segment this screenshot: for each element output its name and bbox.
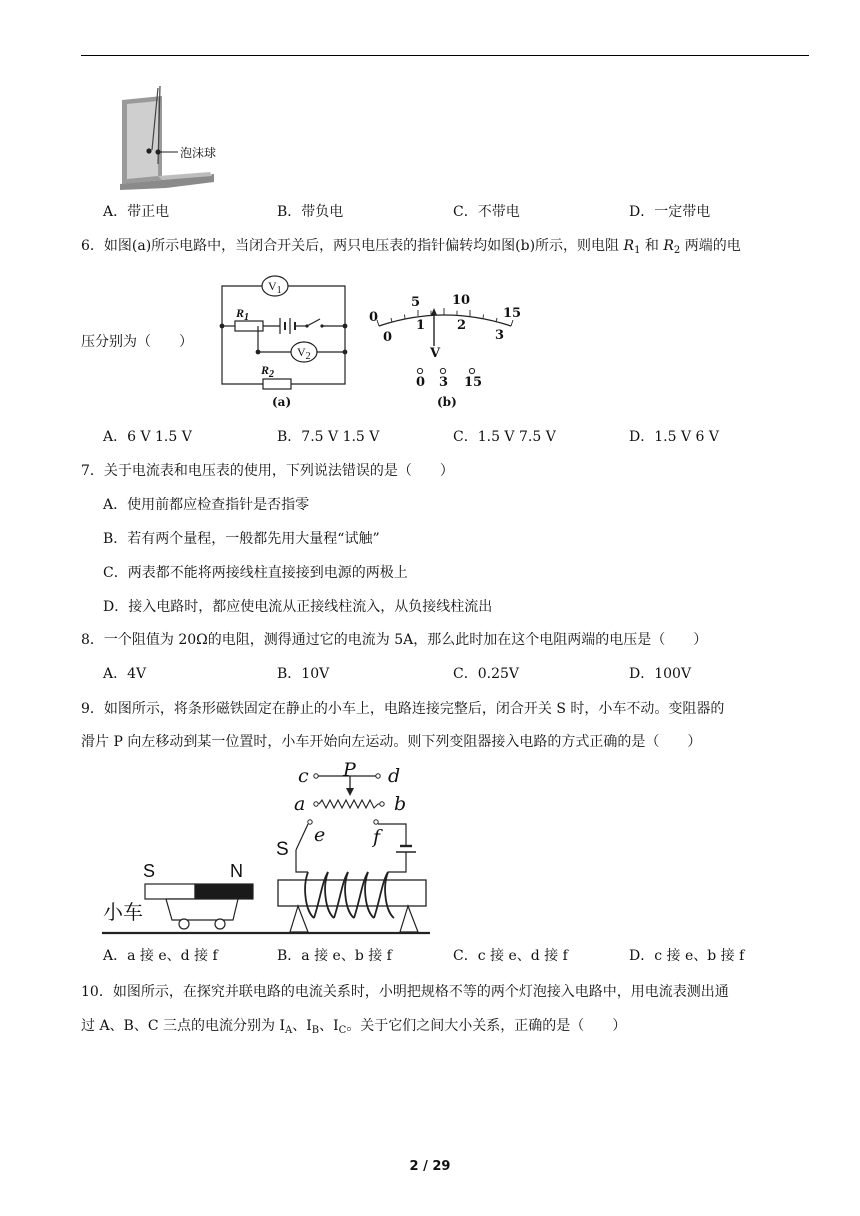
q6-dial-top-15: 15 bbox=[503, 306, 522, 321]
q9-fig-switch-s: S bbox=[276, 839, 289, 860]
q10-text-a: 过 A、B、C 三点的电流分别为 I bbox=[81, 1018, 285, 1034]
q8-option-a[interactable]: A．4V bbox=[103, 666, 147, 682]
q7-option-b[interactable]: B．若有两个量程，一般都先用大量程“试触” bbox=[103, 531, 380, 547]
q9-option-c[interactable]: C．c 接 e、d 接 f bbox=[453, 948, 568, 964]
q10-sub-b: B bbox=[311, 1025, 320, 1036]
q6-fig-a-v2-sub: 2 bbox=[305, 351, 311, 362]
q5-option-c[interactable]: C．不带电 bbox=[453, 204, 520, 220]
q10-sep2: 、I bbox=[319, 1018, 339, 1034]
q8-option-d[interactable]: D．100V bbox=[629, 666, 692, 682]
q9-stem-line1: 9．如图所示，将条形磁铁固定在静止的小车上，电路连接完整后，闭合开关 S 时，小车不动。变阻器的 bbox=[81, 701, 725, 717]
q9-magnet-n-pole: N bbox=[230, 861, 243, 881]
q6-dial-bottom-2: 2 bbox=[457, 318, 467, 333]
q9-option-d[interactable]: D．c 接 e、b 接 f bbox=[629, 948, 745, 964]
q6-option-b[interactable]: B．7.5 V 1.5 V bbox=[277, 429, 380, 445]
q6-fig-a-r2-label bbox=[261, 360, 274, 385]
q7-option-a[interactable]: A．使用前都应检查指针是否指零 bbox=[103, 497, 310, 513]
q6-fig-a-v1-sub: 1 bbox=[276, 285, 282, 296]
q7-stem: 7．关于电流表和电压表的使用，下列说法错误的是（ ） bbox=[81, 463, 454, 479]
q6-dial-bottom-0: 0 bbox=[383, 330, 393, 345]
q5-option-b[interactable]: B．带负电 bbox=[277, 204, 344, 220]
q10-text-b: 。关于它们之间大小关系，正确的是（ ） bbox=[346, 1018, 627, 1034]
q6-terminal-15: 15 bbox=[464, 375, 483, 390]
q8-stem: 8．一个阻值为 20Ω的电阻，测得通过它的电流为 5A，那么此时加在这个电阻两端的电压是（ ） bbox=[81, 632, 708, 648]
laptop-foam-ball-figure bbox=[118, 84, 218, 190]
q8-option-b[interactable]: B．10V bbox=[277, 666, 330, 682]
q6-fig-a-v1: V bbox=[268, 279, 277, 293]
q5-option-a[interactable]: A．带正电 bbox=[103, 204, 170, 220]
q6-dial-unit: V bbox=[430, 346, 441, 361]
q7-option-d[interactable]: D．接入电路时，都应使电流从正接线柱流入，从负接线柱流出 bbox=[103, 599, 493, 615]
q9-electromagnet-cart-figure bbox=[100, 760, 440, 940]
header-rule bbox=[81, 55, 809, 56]
page-number: 2 / 29 bbox=[409, 1159, 451, 1174]
q6-dial-top-0: 0 bbox=[369, 310, 379, 325]
q9-fig-d: d bbox=[388, 765, 401, 787]
q6-stem-line1 bbox=[81, 236, 741, 261]
q9-fig-b: b bbox=[394, 793, 407, 815]
q6-fig-a-v2-label bbox=[297, 342, 311, 367]
q6-circuit-figure-a bbox=[218, 268, 353, 408]
q6-fig-a-r1-label bbox=[236, 303, 249, 328]
q9-fig-a: a bbox=[294, 793, 306, 815]
q5-option-d[interactable]: D．一定带电 bbox=[629, 204, 711, 220]
q9-fig-f: f bbox=[373, 826, 381, 848]
q6-and: 和 bbox=[640, 238, 664, 254]
q6-terminal-0: 0 bbox=[416, 375, 426, 390]
q6-option-d[interactable]: D．1.5 V 6 V bbox=[629, 429, 719, 445]
q10-stem-line2 bbox=[81, 1016, 626, 1041]
q7-option-c[interactable]: C．两表都不能将两接线柱直接接到电源的两极上 bbox=[103, 565, 408, 581]
q9-option-b[interactable]: B．a 接 e、b 接 f bbox=[277, 948, 392, 964]
q10-sub-c: C bbox=[338, 1025, 347, 1036]
q6-stem-line2: 压分别为（ ） bbox=[81, 334, 193, 350]
q6-option-c[interactable]: C．1.5 V 7.5 V bbox=[453, 429, 556, 445]
q10-stem-line1: 10．如图所示，在探究并联电路的电流关系时，小明把规格不等的两个灯泡接入电路中，用电流表测出通 bbox=[81, 984, 729, 1000]
q6-fig-a-v1-label bbox=[268, 276, 282, 301]
q9-fig-p: P bbox=[343, 759, 356, 781]
q10-sub-a: A bbox=[285, 1025, 293, 1036]
q6-fig-a-r1: R bbox=[236, 306, 245, 320]
q9-cart-label: 小车 bbox=[103, 902, 143, 924]
q6-fig-a-r2-sub: 2 bbox=[269, 369, 275, 380]
q6-stem-text-a: 6．如图(a)所示电路中，当闭合开关后，两只电压表的指针偏转均如图(b)所示，则电阻 bbox=[81, 238, 624, 254]
q6-r2: R bbox=[663, 238, 674, 254]
q10-sep1: 、I bbox=[292, 1018, 312, 1034]
q9-fig-c: c bbox=[298, 765, 309, 787]
q6-dial-bottom-1: 1 bbox=[416, 318, 426, 333]
q9-stem-line2: 滑片 P 向左移动到某一位置时，小车开始向左运动。则下列变阻器接入电路的方式正确的是（ ） bbox=[81, 734, 702, 750]
q9-magnet-s-pole: S bbox=[143, 861, 156, 881]
q8-option-c[interactable]: C．0.25V bbox=[453, 666, 519, 682]
q6-fig-b-caption: (b) bbox=[437, 395, 457, 409]
q9-fig-e: e bbox=[314, 824, 326, 846]
q6-option-a[interactable]: A．6 V 1.5 V bbox=[103, 429, 192, 445]
q6-dial-top-5: 5 bbox=[411, 295, 421, 310]
q6-r1-sub: 1 bbox=[634, 245, 641, 256]
q6-fig-a-r2: R bbox=[261, 363, 270, 377]
foam-ball-label: 泡沫球 bbox=[180, 146, 217, 160]
q6-fig-a-caption: (a) bbox=[272, 395, 292, 409]
q6-fig-a-r1-sub: 1 bbox=[244, 312, 250, 323]
q6-terminal-3: 3 bbox=[439, 375, 449, 390]
q6-dial-top-10: 10 bbox=[452, 293, 471, 308]
q6-stem-text-b: 两端的电 bbox=[680, 238, 741, 254]
q9-option-a[interactable]: A．a 接 e、d 接 f bbox=[103, 948, 218, 964]
q6-fig-a-v2: V bbox=[297, 345, 306, 359]
q6-r2-sub: 2 bbox=[673, 245, 681, 256]
q6-dial-bottom-3: 3 bbox=[495, 328, 505, 343]
q6-r1: R bbox=[623, 238, 635, 254]
